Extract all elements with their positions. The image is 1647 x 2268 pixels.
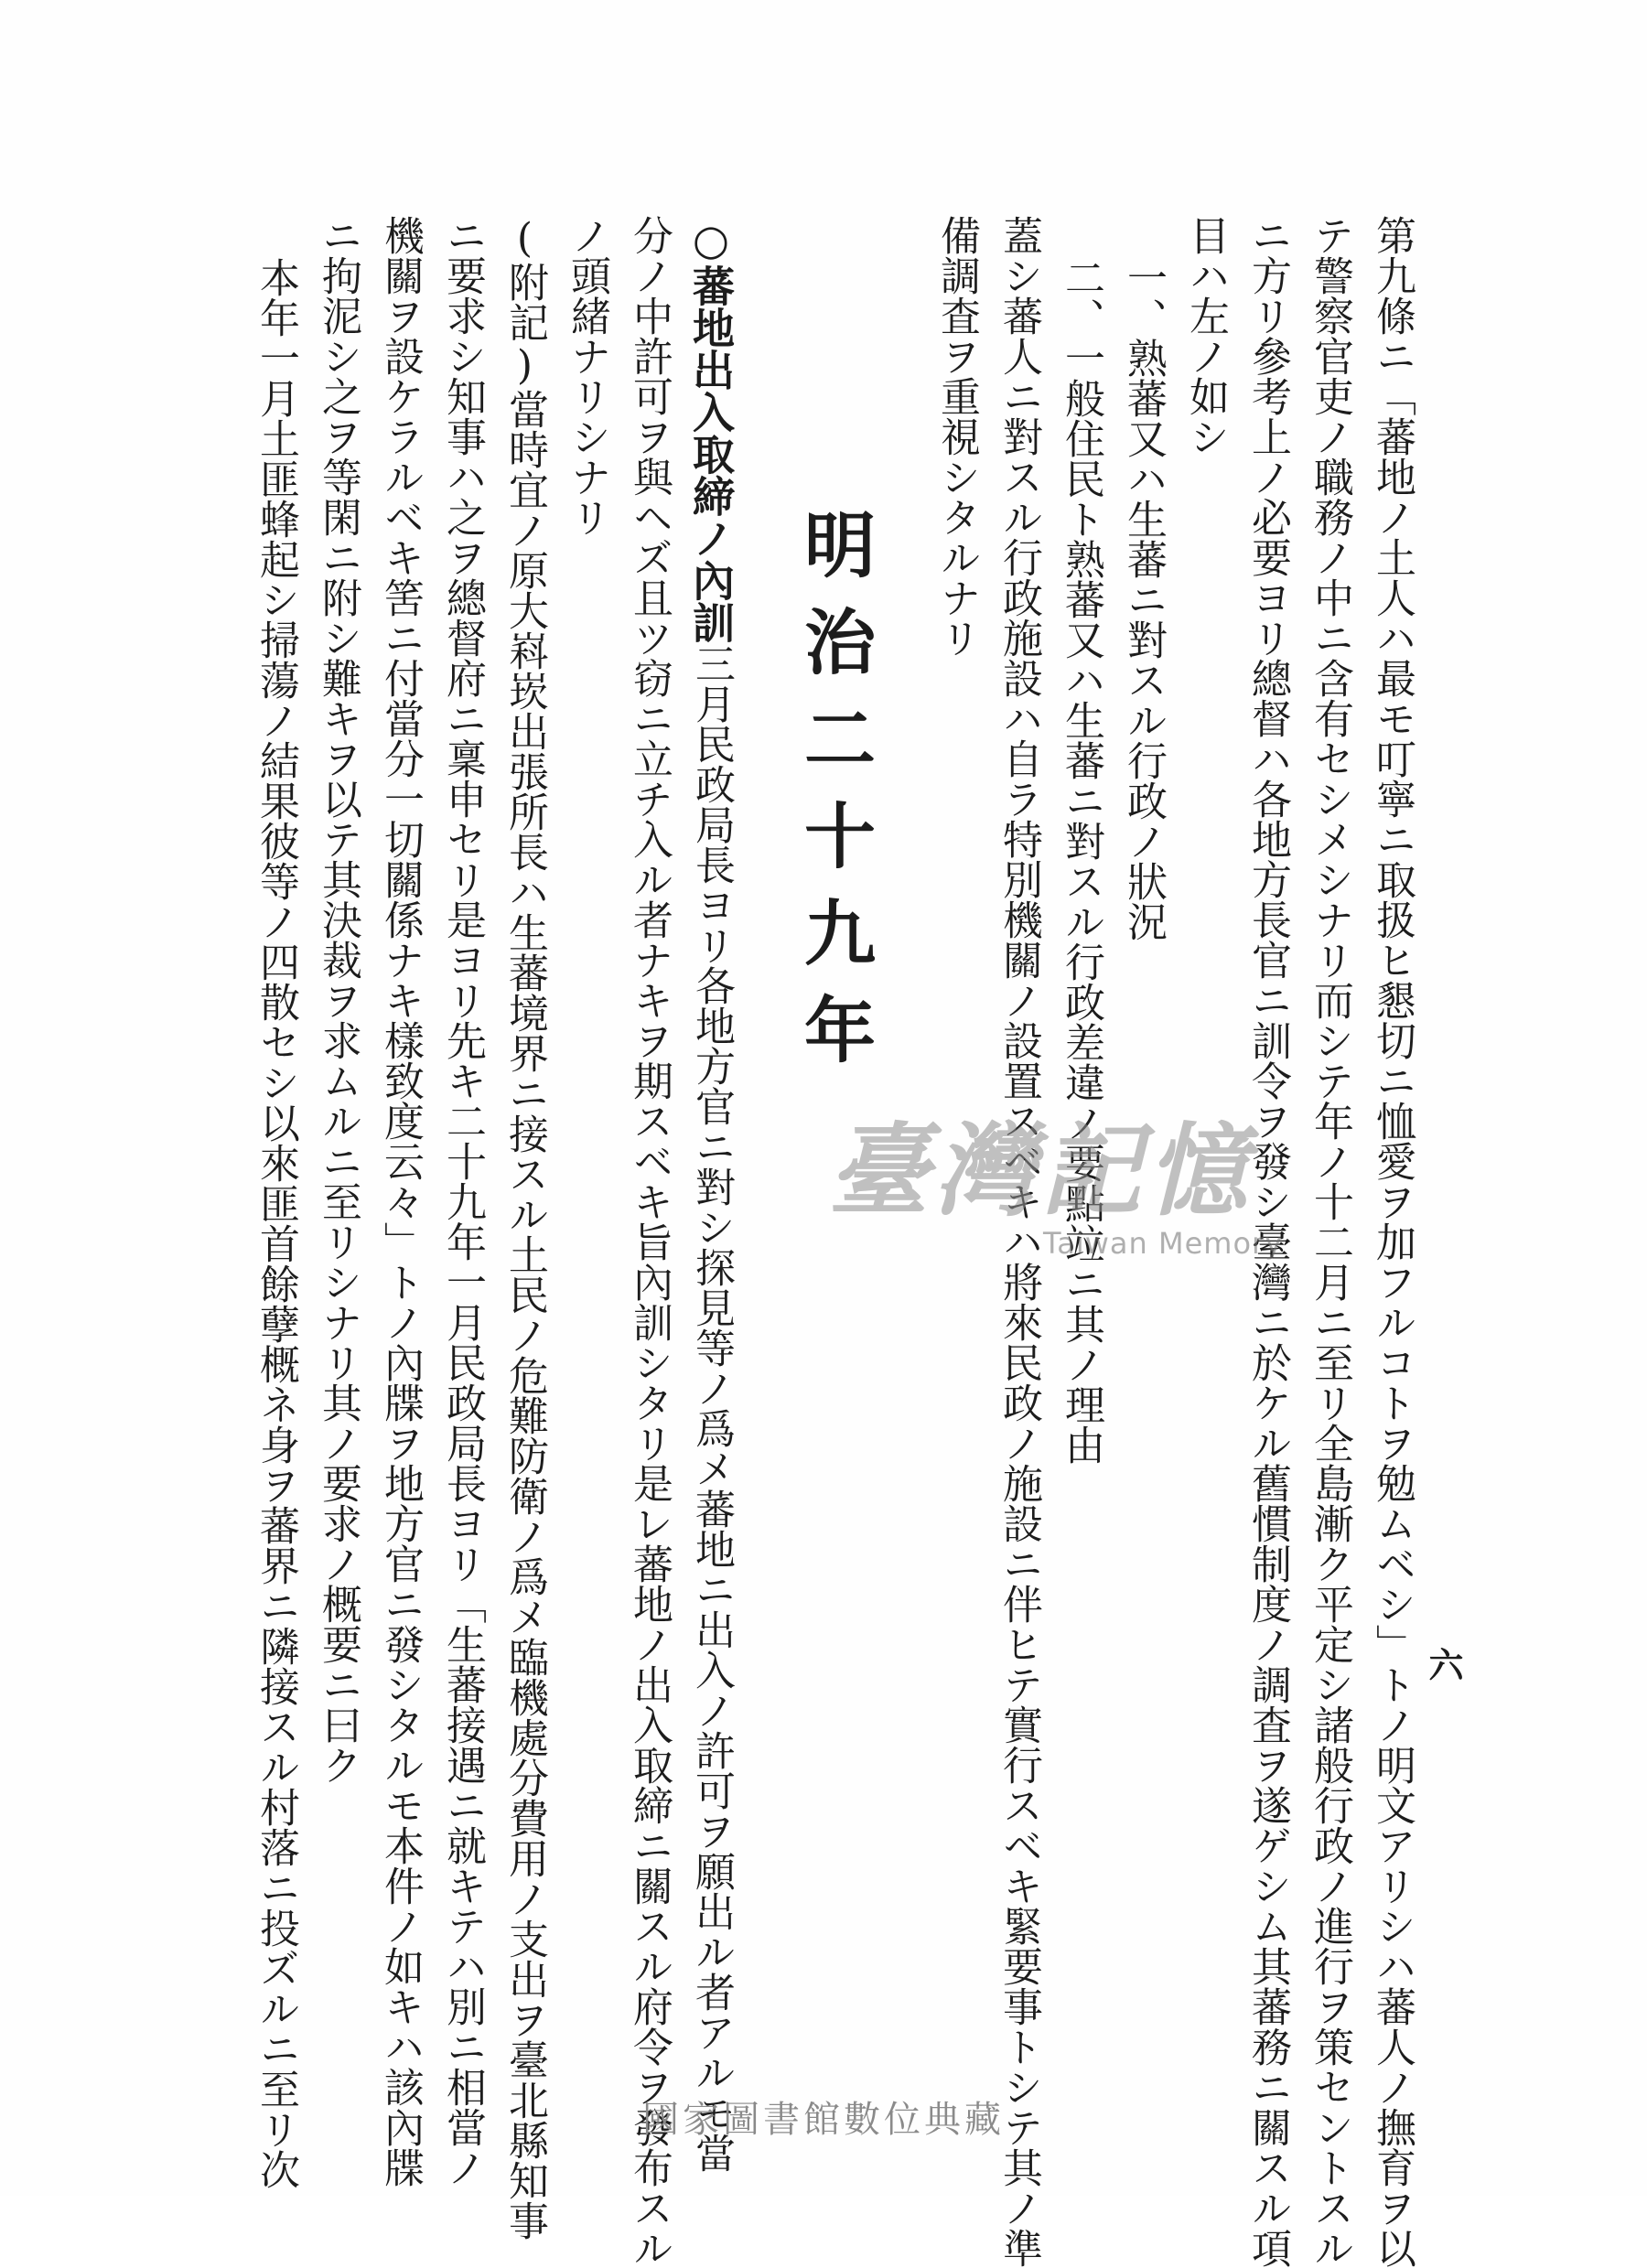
text-column: ニ方リ參考上ノ必要ヨリ總督ハ各地方長官ニ訓令ヲ發シ臺灣ニ於ケル舊慣制度ノ調査ヲ遂ゲシム其蕃務ニ關スル項	[1244, 215, 1291, 2268]
text-column: 分ノ中許可ヲ與ヘズ且ツ窃ニ立チ入ル者ナキヲ期スベキ旨內訓シタリ是レ蕃地ノ出入取締ニ關スル府令ヲ發布スル	[626, 215, 673, 2268]
section-lead-text: 三月民政局長ヨリ各地方官ニ對シ探見等ノ爲メ蕃地ニ出入ノ許可ヲ願出ル者アルモ當	[688, 643, 735, 2173]
list-item-1: 一、熟蕃又ハ生蕃ニ對スル行政ノ狀況	[1120, 257, 1167, 941]
appendix-note: (附記)當時宜ノ原大嵙崁出張所長ハ生蕃境界ニ接スル土民ノ危難防衛ノ爲メ臨機處分費用ノ支出ヲ臺北縣知事	[501, 215, 548, 2241]
text-column: 機關ヲ設ケラルベキ筈ニ付當分一切關係ナキ樣致度云々」トノ內牒ヲ地方官ニ發シタルモ本件ノ如キハ該內牒	[377, 215, 424, 2187]
page-number: 六	[1423, 1647, 1464, 1682]
footer-credit: 國家圖書館數位典藏	[642, 2099, 1005, 2141]
text-column: 第九條ニ「蕃地ノ土人ハ最モ叮寧ニ取扱ヒ懇切ニ恤愛ヲ加フルコトヲ勉ムベシ」トノ明文アリシハ蕃人ノ撫育ヲ以	[1369, 215, 1416, 2268]
section-heading-column	[680, 215, 742, 2173]
text-column: 備調査ヲ重視シタルナリ	[933, 215, 980, 658]
watermark-logo: 臺灣記憶	[828, 1112, 1253, 1230]
era-title: 明治二十九年	[792, 508, 876, 1090]
text-column: 本年一月土匪蜂起シ掃蕩ノ結果彼等ノ四散セシ以來匪首餘孽概ネ身ヲ蕃界ニ隣接スル村落ニ投ズルニ至リ次	[253, 257, 299, 2189]
section-heading: ○蕃地出入取締ノ內訓	[686, 215, 736, 643]
list-item-2: 二、一般住民ト熟蕃又ハ生蕃ニ對スル行政差違ノ要點竝ニ其ノ理由	[1058, 257, 1104, 1465]
watermark-subtitle: Taiwan Memory	[1043, 1226, 1284, 1261]
text-column: 目ハ左ノ如シ	[1182, 215, 1229, 457]
text-column: ノ頭緒ナリシナリ	[564, 215, 610, 537]
text-column: ニ要求シ知事ハ之ヲ總督府ニ稟申セリ是ヨリ先キ二十九年一月民政局長ヨリ「生蕃接遇ニ就キテハ別ニ相當ノ	[439, 215, 486, 2187]
text-column: 蓋シ蕃人ニ對スル行政施設ハ自ラ特別機關ノ設置スベキハ將來民政ノ施設ニ伴ヒテ實行スベキ緊要事トシテ其ノ準	[996, 215, 1042, 2268]
text-column: テ警察官吏ノ職務ノ中ニ含有セシメシナリ而シテ年ノ十二月ニ至リ全島漸ク平定シ諸般行政ノ進行ヲ策セントスル	[1307, 215, 1353, 2268]
text-column: ニ拘泥シ之ヲ等閑ニ附シ難キヲ以テ其決裁ヲ求ムルニ至リシナリ其ノ要求ノ概要ニ曰ク	[315, 215, 361, 1785]
